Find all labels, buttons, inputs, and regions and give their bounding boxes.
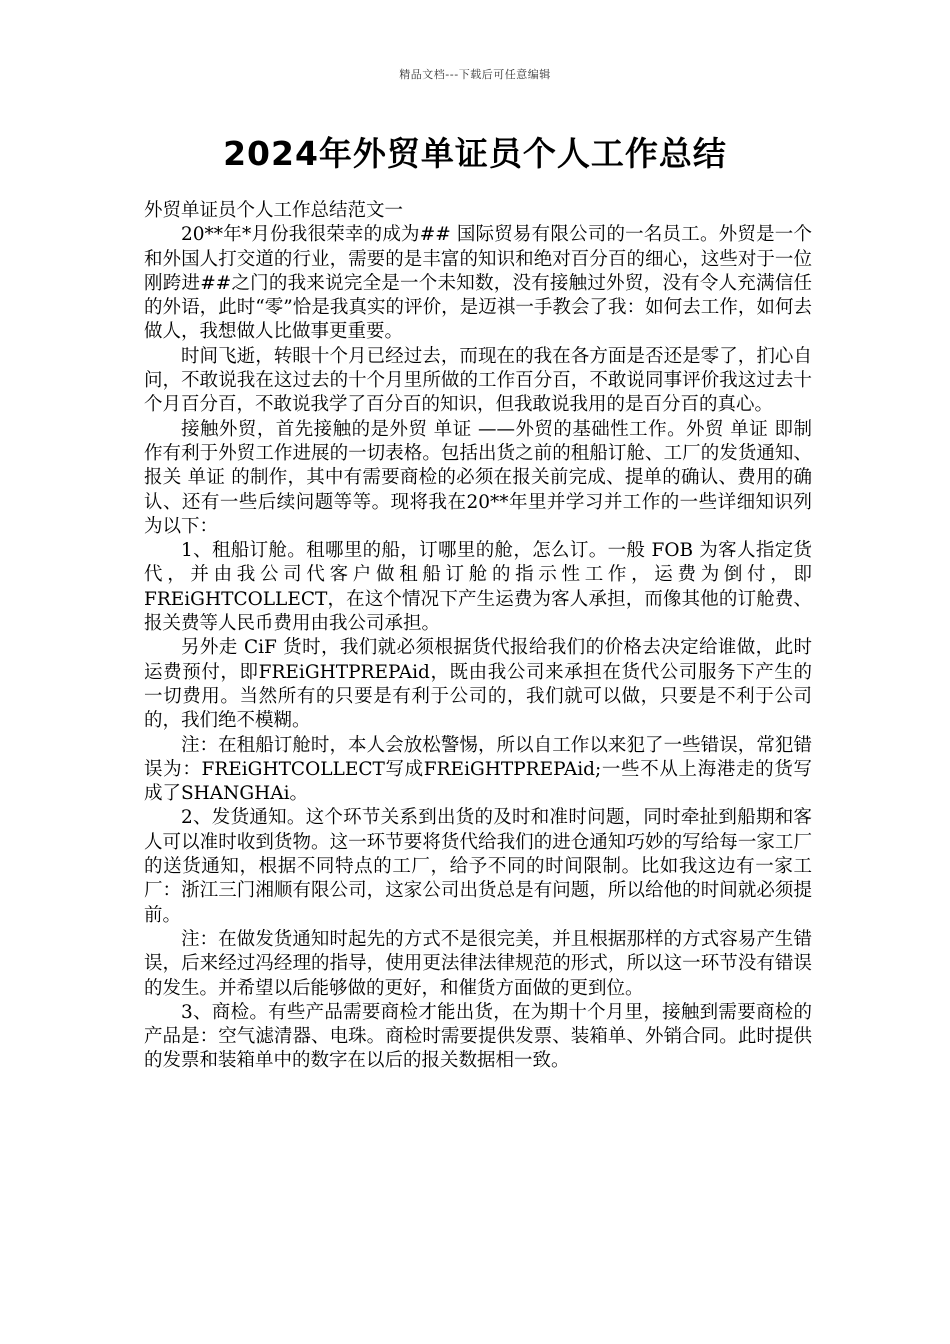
header-note: 精品文档---下载后可任意编辑 — [399, 68, 551, 81]
body-paragraph: 另外走 CiF 货时，我们就必须根据货代报给我们的价格去决定给谁做，此时运费预付，即FREiGHTPREPAid，既由我公司来承担在货代公司服务下产生的一切费用。当然所有的只要是有利于公司的，我们就可以做，只要是不利于公司的，我们绝不模糊。 — [144, 637, 812, 732]
body-paragraph: 3、商检。有些产品需要商检才能出货，在为期十个月里，接触到需要商检的产品是：空气滤清器、电珠。商检时需要提供发票、装箱单、外销合同。此时提供的发票和装箱单中的数字在以后的报关数据相一致。 — [144, 1001, 812, 1072]
body-paragraph: 1、租船订舱。租哪里的船，订哪里的舱，怎么订。一般 FOB 为客人指定货代，并由我公司代客户做租船订舱的指示性工作，运费为倒付，即FREiGHTCOLLECT，在这个情况下产生运费为客人承担，而像其他的订舱费、报关费等人民币费用由我公司承担。 — [144, 540, 812, 635]
document-body — [144, 199, 812, 1074]
body-paragraph: 注：在做发货通知时起先的方式不是很完美，并且根据那样的方式容易产生错误，后来经过冯经理的指导，使用更法律法律规范的形式，所以这一环节没有错误的发生。并希望以后能够做的更好，和催货方面做的更到位。 — [144, 928, 812, 999]
body-paragraph: 注：在租船订舱时，本人会放松警惕，所以自工作以来犯了一些错误，常犯错误为：FREiGHTCOLLECT写成FREiGHTPREPAid;一些不从上海港走的货写成了SHANGHAi。 — [144, 734, 812, 805]
body-paragraph: 接触外贸，首先接触的是外贸 单证 ——外贸的基础性工作。外贸 单证 即制作有利于外贸工作进展的一切表格。包括出货之前的租船订舱、工厂的发货通知、报关 单证 的制作，其中有需要商检的必须在报关前完成、提单的确认、费用的确认、还有一些后续问题等等。现将我在20**年里并学习并工作的一些详细知识列为以下： — [144, 418, 812, 537]
body-paragraph: 2、发货通知。这个环节关系到出货的及时和准时问题，同时牵扯到船期和客人可以准时收到货物。这一环节要将货代给我们的进仓通知巧妙的写给每一家工厂的送货通知，根据不同特点的工厂，给予不同的时间限制。比如我这边有一家工厂：浙江三门湘顺有限公司，这家公司出货总是有问题，所以给他的时间就必须提前。 — [144, 807, 812, 926]
body-paragraph: 时间飞逝，转眼十个月已经过去，而现在的我在各方面是否还是零了，扪心自问，不敢说我在这过去的十个月里所做的工作百分百，不敢说同事评价我这过去十个月百分百，不敢说我学了百分百的知识，但我敢说我用的是百分百的真心。 — [144, 345, 812, 416]
section-heading: 外贸单证员个人工作总结范文一 — [144, 200, 404, 221]
body-paragraph: 20**年*月份我很荣幸的成为## 国际贸易有限公司的一名员工。外贸是一个和外国人打交道的行业，需要的是丰富的知识和绝对百分百的细心，这些对于一位刚跨进##之门的我来说完全是一个未知数，没有接触过外贸，没有令人充满信任的外语，此时“零”恰是我真实的评价，是迈祺一手教会了我：如何去工作，如何去做人，我想做人比做事更重要。 — [144, 224, 812, 343]
document-title: 2024年外贸单证员个人工作总结 — [223, 134, 727, 173]
